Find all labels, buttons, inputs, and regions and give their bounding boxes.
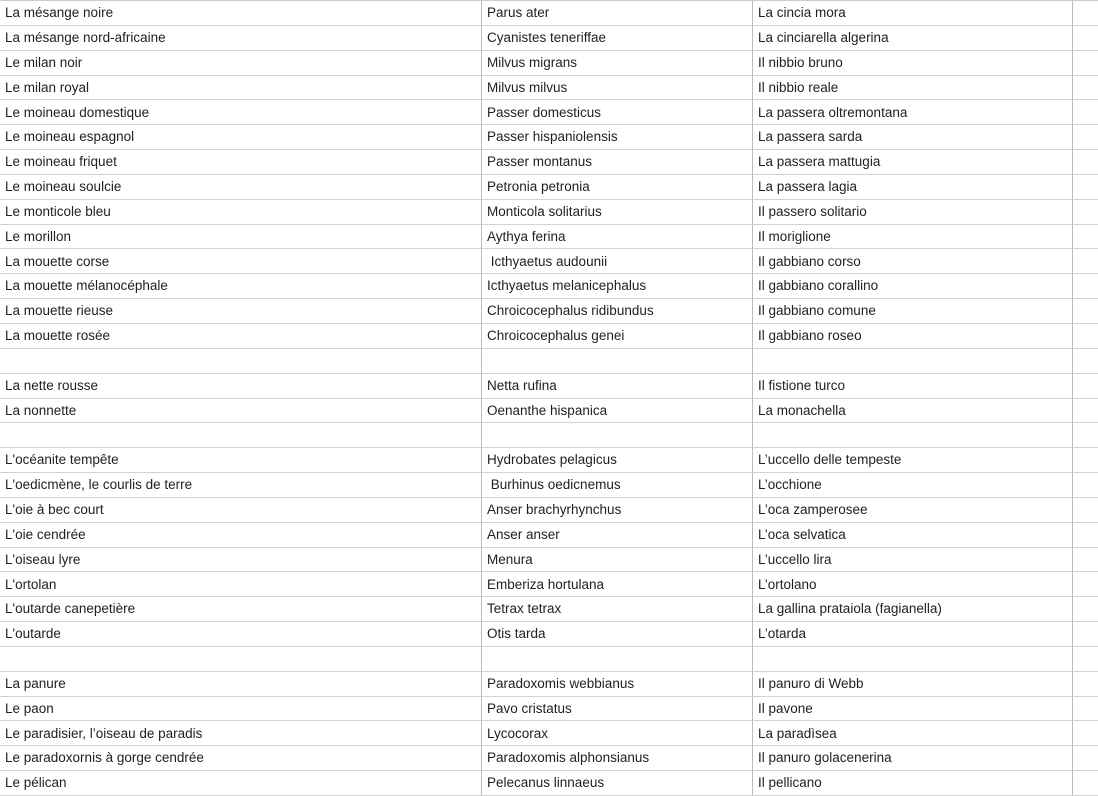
cell-french[interactable] bbox=[0, 647, 482, 672]
cell-latin[interactable]: Tetrax tetrax bbox=[482, 597, 753, 622]
cell-empty[interactable] bbox=[1073, 100, 1098, 125]
table-row bbox=[0, 473, 1098, 498]
table-row bbox=[0, 299, 1098, 324]
cell-latin[interactable]: Netta rufina bbox=[482, 374, 753, 399]
cell-italian[interactable]: Il passero solitario bbox=[753, 200, 1073, 225]
table-row bbox=[0, 125, 1098, 150]
cell-empty[interactable] bbox=[1073, 150, 1098, 175]
table-row bbox=[0, 249, 1098, 274]
cell-italian[interactable]: La paradìsea bbox=[753, 721, 1073, 746]
cell-empty[interactable] bbox=[1073, 324, 1098, 349]
cell-italian[interactable]: L’ortolano bbox=[753, 572, 1073, 597]
cell-latin[interactable]: Oenanthe hispanica bbox=[482, 399, 753, 424]
cell-french[interactable]: La mésange nord-africaine bbox=[0, 26, 482, 51]
table-row bbox=[0, 274, 1098, 299]
table-row bbox=[0, 423, 1098, 448]
cell-empty[interactable] bbox=[1073, 200, 1098, 225]
cell-italian[interactable]: La cinciarella algerina bbox=[753, 26, 1073, 51]
cell-italian[interactable]: La passera mattugia bbox=[753, 150, 1073, 175]
cell-italian[interactable]: Il panuro di Webb bbox=[753, 672, 1073, 697]
cell-french[interactable]: Le moineau domestique bbox=[0, 100, 482, 125]
table-row bbox=[0, 498, 1098, 523]
cell-empty[interactable] bbox=[1073, 771, 1098, 796]
cell-latin[interactable]: Chroicocephalus ridibundus bbox=[482, 299, 753, 324]
cell-empty[interactable] bbox=[1073, 374, 1098, 399]
table-row bbox=[0, 523, 1098, 548]
cell-empty[interactable] bbox=[1073, 746, 1098, 771]
cell-latin[interactable]: Menura bbox=[482, 548, 753, 573]
cell-italian[interactable]: La passera lagia bbox=[753, 175, 1073, 200]
cell-french[interactable]: L'oedicmène, le courlis de terre bbox=[0, 473, 482, 498]
cell-latin[interactable] bbox=[482, 349, 753, 374]
cell-latin[interactable]: Anser anser bbox=[482, 523, 753, 548]
cell-italian[interactable]: La monachella bbox=[753, 399, 1073, 424]
cell-empty[interactable] bbox=[1073, 498, 1098, 523]
cell-italian[interactable]: L’oca zamperosee bbox=[753, 498, 1073, 523]
cell-italian[interactable]: Il fistione turco bbox=[753, 374, 1073, 399]
cell-latin[interactable]: Parus ater bbox=[482, 1, 753, 26]
cell-latin[interactable]: Anser brachyrhynchus bbox=[482, 498, 753, 523]
cell-empty[interactable] bbox=[1073, 51, 1098, 76]
cell-french[interactable]: L'outarde canepetière bbox=[0, 597, 482, 622]
cell-latin[interactable]: Chroicocephalus genei bbox=[482, 324, 753, 349]
cell-french[interactable]: La nette rousse bbox=[0, 374, 482, 399]
table-row bbox=[0, 597, 1098, 622]
cell-empty[interactable] bbox=[1073, 672, 1098, 697]
cell-empty[interactable] bbox=[1073, 125, 1098, 150]
cell-french[interactable]: La mésange noire bbox=[0, 1, 482, 26]
cell-french[interactable]: La nonnette bbox=[0, 399, 482, 424]
table-row bbox=[0, 374, 1098, 399]
cell-empty[interactable] bbox=[1073, 349, 1098, 374]
cell-latin[interactable]: Hydrobates pelagicus bbox=[482, 448, 753, 473]
cell-latin[interactable]: Monticola solitarius bbox=[482, 200, 753, 225]
cell-french[interactable]: L'outarde bbox=[0, 622, 482, 647]
cell-italian[interactable]: L’uccello lira bbox=[753, 548, 1073, 573]
table-row bbox=[0, 647, 1098, 672]
table-row bbox=[0, 100, 1098, 125]
cell-empty[interactable] bbox=[1073, 597, 1098, 622]
cell-empty[interactable] bbox=[1073, 721, 1098, 746]
cell-italian[interactable]: Il nibbio reale bbox=[753, 76, 1073, 101]
cell-empty[interactable] bbox=[1073, 274, 1098, 299]
cell-french[interactable]: Le paradoxornis à gorge cendrée bbox=[0, 746, 482, 771]
cell-french[interactable]: La mouette rieuse bbox=[0, 299, 482, 324]
cell-french[interactable]: L'oie à bec court bbox=[0, 498, 482, 523]
table-row bbox=[0, 26, 1098, 51]
table-row bbox=[0, 76, 1098, 101]
cell-empty[interactable] bbox=[1073, 523, 1098, 548]
cell-french[interactable]: Le milan noir bbox=[0, 51, 482, 76]
table-row bbox=[0, 697, 1098, 722]
cell-latin[interactable]: Passer hispaniolensis bbox=[482, 125, 753, 150]
cell-latin[interactable]: Aythya ferina bbox=[482, 225, 753, 250]
cell-italian[interactable] bbox=[753, 423, 1073, 448]
cell-french[interactable]: Le morillon bbox=[0, 225, 482, 250]
table-row bbox=[0, 622, 1098, 647]
spreadsheet-body bbox=[0, 1, 1098, 796]
cell-latin[interactable]: Passer montanus bbox=[482, 150, 753, 175]
cell-latin[interactable]: Burhinus oedicnemus bbox=[482, 473, 753, 498]
cell-french[interactable]: La panure bbox=[0, 672, 482, 697]
cell-italian[interactable]: Il panuro golacenerina bbox=[753, 746, 1073, 771]
cell-empty[interactable] bbox=[1073, 572, 1098, 597]
cell-italian[interactable]: Il gabbiano corso bbox=[753, 249, 1073, 274]
table-row bbox=[0, 324, 1098, 349]
cell-italian[interactable]: Il pellicano bbox=[753, 771, 1073, 796]
cell-french[interactable]: Le paradisier, l’oiseau de paradis bbox=[0, 721, 482, 746]
cell-french[interactable] bbox=[0, 423, 482, 448]
cell-italian[interactable]: La passera sarda bbox=[753, 125, 1073, 150]
cell-empty[interactable] bbox=[1073, 448, 1098, 473]
cell-italian[interactable]: L’occhione bbox=[753, 473, 1073, 498]
table-row bbox=[0, 1, 1098, 26]
cell-italian[interactable]: La gallina prataiola (fagianella) bbox=[753, 597, 1073, 622]
cell-latin[interactable]: Pavo cristatus bbox=[482, 697, 753, 722]
cell-latin[interactable] bbox=[482, 423, 753, 448]
cell-italian[interactable]: Il gabbiano roseo bbox=[753, 324, 1073, 349]
cell-italian[interactable] bbox=[753, 647, 1073, 672]
cell-empty[interactable] bbox=[1073, 622, 1098, 647]
cell-french[interactable]: La mouette corse bbox=[0, 249, 482, 274]
cell-empty[interactable] bbox=[1073, 697, 1098, 722]
cell-latin[interactable]: Paradoxomis alphonsianus bbox=[482, 746, 753, 771]
cell-italian[interactable]: Il nibbio bruno bbox=[753, 51, 1073, 76]
cell-french[interactable]: L'océanite tempête bbox=[0, 448, 482, 473]
cell-italian[interactable]: Il gabbiano corallino bbox=[753, 274, 1073, 299]
cell-latin[interactable]: Paradoxomis webbianus bbox=[482, 672, 753, 697]
table-row bbox=[0, 225, 1098, 250]
cell-italian[interactable]: Il gabbiano comune bbox=[753, 299, 1073, 324]
cell-empty[interactable] bbox=[1073, 249, 1098, 274]
cell-french[interactable]: Le pélican bbox=[0, 771, 482, 796]
cell-french[interactable]: La mouette mélanocéphale bbox=[0, 274, 482, 299]
table-row bbox=[0, 572, 1098, 597]
cell-french[interactable]: Le milan royal bbox=[0, 76, 482, 101]
table-row bbox=[0, 200, 1098, 225]
cell-french[interactable]: L'oie cendrée bbox=[0, 523, 482, 548]
cell-latin[interactable]: Lycocorax bbox=[482, 721, 753, 746]
cell-empty[interactable] bbox=[1073, 299, 1098, 324]
cell-latin[interactable]: Emberiza hortulana bbox=[482, 572, 753, 597]
table-row bbox=[0, 349, 1098, 374]
table-row bbox=[0, 672, 1098, 697]
cell-french[interactable]: Le moineau friquet bbox=[0, 150, 482, 175]
table-row bbox=[0, 771, 1098, 796]
table-row bbox=[0, 399, 1098, 424]
cell-empty[interactable] bbox=[1073, 423, 1098, 448]
cell-latin[interactable]: Icthyaetus melanicephalus bbox=[482, 274, 753, 299]
cell-latin[interactable]: Icthyaetus audounii bbox=[482, 249, 753, 274]
cell-latin[interactable]: Cyanistes teneriffae bbox=[482, 26, 753, 51]
cell-french[interactable]: Le moineau espagnol bbox=[0, 125, 482, 150]
cell-italian[interactable]: Il pavone bbox=[753, 697, 1073, 722]
cell-latin[interactable] bbox=[482, 647, 753, 672]
table-row bbox=[0, 548, 1098, 573]
cell-empty[interactable] bbox=[1073, 647, 1098, 672]
cell-empty[interactable] bbox=[1073, 76, 1098, 101]
cell-french[interactable]: L'ortolan bbox=[0, 572, 482, 597]
cell-latin[interactable]: Milvus migrans bbox=[482, 51, 753, 76]
table-row bbox=[0, 746, 1098, 771]
cell-italian[interactable]: L’uccello delle tempeste bbox=[753, 448, 1073, 473]
cell-latin[interactable]: Pelecanus linnaeus bbox=[482, 771, 753, 796]
cell-french[interactable]: Le moineau soulcie bbox=[0, 175, 482, 200]
cell-italian[interactable]: La cincia mora bbox=[753, 1, 1073, 26]
cell-empty[interactable] bbox=[1073, 548, 1098, 573]
cell-latin[interactable]: Otis tarda bbox=[482, 622, 753, 647]
cell-latin[interactable]: Milvus milvus bbox=[482, 76, 753, 101]
table-row bbox=[0, 150, 1098, 175]
cell-italian[interactable]: L’oca selvatica bbox=[753, 523, 1073, 548]
cell-empty[interactable] bbox=[1073, 399, 1098, 424]
cell-latin[interactable]: Passer domesticus bbox=[482, 100, 753, 125]
table-row bbox=[0, 721, 1098, 746]
cell-empty[interactable] bbox=[1073, 1, 1098, 26]
table-row bbox=[0, 448, 1098, 473]
cell-french[interactable]: L'oiseau lyre bbox=[0, 548, 482, 573]
cell-empty[interactable] bbox=[1073, 473, 1098, 498]
cell-french[interactable]: Le monticole bleu bbox=[0, 200, 482, 225]
table-row bbox=[0, 175, 1098, 200]
cell-french[interactable]: La mouette rosée bbox=[0, 324, 482, 349]
cell-italian[interactable]: Il moriglione bbox=[753, 225, 1073, 250]
cell-french[interactable]: Le paon bbox=[0, 697, 482, 722]
cell-empty[interactable] bbox=[1073, 26, 1098, 51]
cell-latin[interactable]: Petronia petronia bbox=[482, 175, 753, 200]
cell-empty[interactable] bbox=[1073, 175, 1098, 200]
cell-italian[interactable]: L’otarda bbox=[753, 622, 1073, 647]
cell-italian[interactable]: La passera oltremontana bbox=[753, 100, 1073, 125]
cell-french[interactable] bbox=[0, 349, 482, 374]
cell-italian[interactable] bbox=[753, 349, 1073, 374]
table-row bbox=[0, 51, 1098, 76]
cell-empty[interactable] bbox=[1073, 225, 1098, 250]
